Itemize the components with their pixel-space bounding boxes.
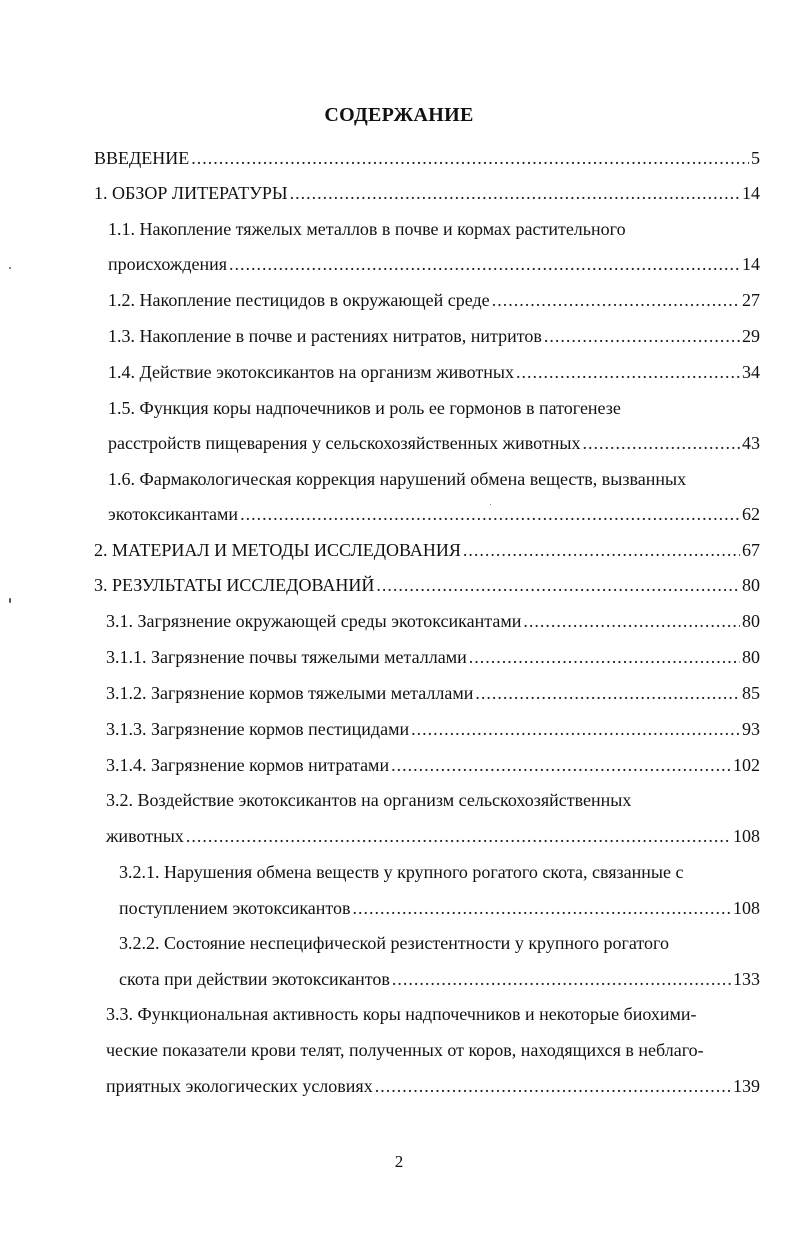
toc-entry-1-3 — [108, 325, 760, 347]
toc-page-number: 108 — [733, 898, 760, 918]
leader-dots — [516, 361, 740, 383]
toc-entry-3-3 — [106, 1075, 760, 1097]
toc-entry-3-1-3 — [106, 718, 760, 740]
leader-dots — [582, 432, 740, 454]
toc-entry-3-3-line2: ческие показатели крови телят, полученных от коров, находящихся в неблаго- — [106, 1040, 704, 1060]
leader-dots — [544, 325, 740, 347]
page-number: 2 — [394, 1152, 404, 1171]
toc-entry-text: 1.4. Действие экотоксикантов на организм животных — [108, 362, 514, 382]
toc-entry-text: ВВЕДЕНИЕ — [94, 148, 190, 168]
leader-dots — [376, 574, 740, 596]
leader-dots — [523, 610, 740, 632]
toc-entry-text: животных — [106, 826, 184, 846]
leader-dots — [411, 718, 740, 740]
toc-entry-1-4 — [108, 361, 760, 383]
scan-speck — [490, 504, 491, 505]
toc-entry-section-2 — [94, 539, 760, 561]
toc-entry-text: расстройств пищеварения у сельскохозяйственных животных — [108, 433, 581, 453]
toc-entry-3-2-2-line1: 3.2.2. Состояние неспецифической резистентности у крупного рогатого — [119, 933, 669, 953]
toc-entry-text: 1.3. Накопление в почве и растениях нитратов, нитритов — [108, 326, 542, 346]
toc-page-number: 80 — [742, 647, 760, 667]
toc-page-number: 62 — [742, 504, 760, 524]
toc-entry-1-2 — [108, 289, 760, 311]
toc-page-number: 34 — [742, 362, 760, 382]
toc-entry-text: 1. ОБЗОР ЛИТЕРАТУРЫ — [94, 183, 288, 203]
page-title: СОДЕРЖАНИЕ — [324, 104, 474, 126]
leader-dots — [375, 1075, 731, 1097]
toc-entry-text: 3.1.1. Загрязнение почвы тяжелыми металлами — [106, 647, 467, 667]
toc-entry-text: скота при действии экотоксикантов — [119, 969, 390, 989]
toc-entry-1-5-line1: 1.5. Функция коры надпочечников и роль ее гормонов в патогенезе — [108, 398, 621, 418]
toc-entry-text: экотоксикантами — [108, 504, 239, 524]
scan-speck — [9, 267, 11, 269]
toc-entry-text: поступлением экотоксикантов — [119, 898, 351, 918]
toc-entry-text: 3. РЕЗУЛЬТАТЫ ИССЛЕДОВАНИЙ — [94, 575, 375, 595]
toc-page-number: 67 — [742, 540, 760, 560]
toc-entry-text: 3.1.2. Загрязнение кормов тяжелыми металлами — [106, 683, 474, 703]
toc-entry-3-1-2 — [106, 682, 760, 704]
leader-dots — [492, 289, 740, 311]
leader-dots — [469, 646, 740, 668]
toc-entry-introduction — [94, 147, 760, 169]
toc-entry-text: происхождения — [108, 254, 228, 274]
toc-entry-3-1-1 — [106, 646, 760, 668]
toc-page-number: 27 — [742, 290, 760, 310]
toc-entry-1-6-line1: 1.6. Фармакологическая коррекция нарушений обмена веществ, вызванных — [108, 469, 687, 489]
toc-entry-text: приятных экологических условиях — [106, 1076, 373, 1096]
toc-page-number: 133 — [733, 969, 760, 989]
toc-entry-section-3 — [94, 574, 760, 596]
leader-dots — [191, 147, 749, 169]
toc-entry-3-1 — [106, 610, 760, 632]
toc-entry-1-5 — [108, 432, 760, 454]
toc-entry-1-6 — [108, 503, 760, 525]
toc-entry-3-2-1-line1: 3.2.1. Нарушения обмена веществ у крупного рогатого скота, связанные с — [119, 862, 684, 882]
toc-entry-1-1-line1: 1.1. Накопление тяжелых металлов в почве и кормах растительного — [108, 219, 626, 239]
toc-entry-text: 1.2. Накопление пестицидов в окружающей среде — [108, 290, 490, 310]
scan-speck — [9, 598, 11, 603]
toc-entry-3-2-1 — [119, 897, 760, 919]
toc-page-number: 85 — [742, 683, 760, 703]
toc-entry-3-2-line1: 3.2. Воздействие экотоксикантов на организм сельскохозяйственных — [106, 790, 632, 810]
toc-entry-3-3-line1: 3.3. Функциональная активность коры надпочечников и некоторые биохими- — [106, 1004, 697, 1024]
toc-page-number: 14 — [742, 183, 760, 203]
leader-dots — [475, 682, 740, 704]
toc-page-number: 29 — [742, 326, 760, 346]
leader-dots — [463, 539, 740, 561]
toc-page-number: 108 — [733, 826, 760, 846]
leader-dots — [392, 968, 731, 990]
toc-page-number: 14 — [742, 254, 760, 274]
toc-entry-text: 2. МАТЕРИАЛ И МЕТОДЫ ИССЛЕДОВАНИЯ — [94, 540, 461, 560]
toc-entry-3-2-2 — [119, 968, 760, 990]
toc-entry-text: 3.1.4. Загрязнение кормов нитратами — [106, 755, 390, 775]
toc-page-number: 139 — [733, 1076, 760, 1096]
leader-dots — [186, 825, 731, 847]
toc-entry-section-1 — [94, 182, 760, 204]
toc-page-number: 5 — [751, 148, 760, 168]
toc-page-number: 80 — [742, 611, 760, 631]
leader-dots — [229, 253, 740, 275]
toc-entry-3-2 — [106, 825, 760, 847]
toc-entry-3-1-4 — [106, 754, 760, 776]
toc-page-number: 80 — [742, 575, 760, 595]
toc-page-number: 102 — [733, 755, 760, 775]
toc-page-number: 93 — [742, 719, 760, 739]
leader-dots — [240, 503, 740, 525]
toc-entry-text: 3.1.3. Загрязнение кормов пестицидами — [106, 719, 410, 739]
toc-entry-text: 3.1. Загрязнение окружающей среды экотоксикантами — [106, 611, 522, 631]
leader-dots — [391, 754, 731, 776]
toc-page-number: 43 — [742, 433, 760, 453]
leader-dots — [290, 182, 740, 204]
toc-entry-1-1 — [108, 253, 760, 275]
leader-dots — [353, 897, 731, 919]
